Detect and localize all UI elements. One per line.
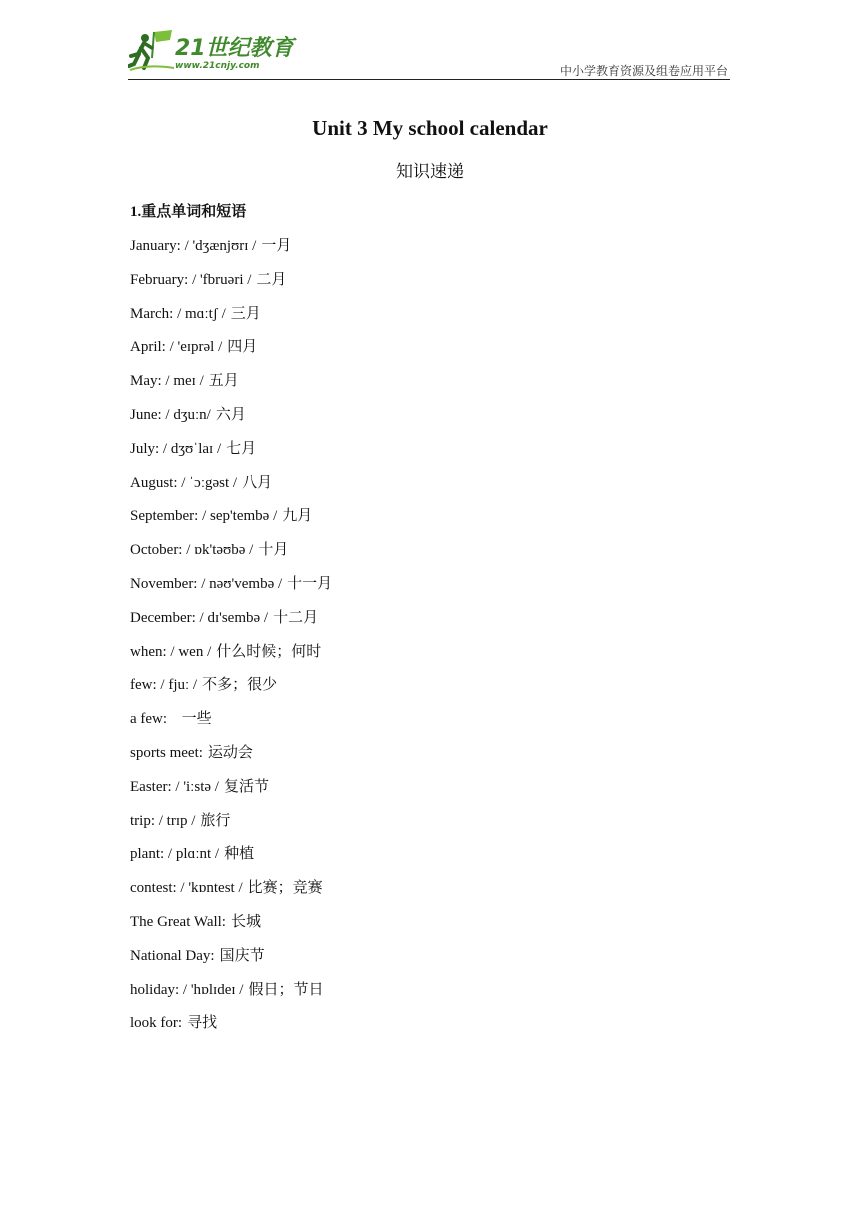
header-divider: [128, 79, 730, 80]
vocab-meaning: 十一月: [287, 573, 333, 592]
list-item: [130, 841, 332, 875]
list-item: [130, 943, 332, 977]
vocab-meaning: 旅行: [200, 810, 231, 829]
list-item: [130, 672, 332, 706]
vocab-term: December: / dɪ'sembə /: [130, 609, 269, 626]
list-item: [130, 503, 332, 537]
vocab-term: trip: / trɪp /: [130, 812, 196, 829]
list-item: [130, 706, 332, 740]
vocab-term: April: / 'eɪprəl /: [130, 339, 223, 356]
vocab-term: September: / sep'tembə /: [130, 508, 278, 525]
vocab-term: August: / ˈɔːgəst /: [130, 474, 238, 491]
list-item: [130, 639, 332, 673]
list-item: [130, 605, 332, 639]
vocab-meaning: 复活节: [223, 776, 269, 795]
vocab-meaning: 长城: [230, 911, 261, 930]
section-heading-text: 重点单词和短语: [141, 202, 247, 220]
vocab-meaning: 三月: [230, 303, 261, 322]
vocab-meaning: 二月: [256, 269, 287, 288]
list-item: [130, 334, 332, 368]
vocab-meaning: 五月: [208, 371, 239, 390]
section-number: 1.: [130, 204, 142, 220]
list-item: [130, 267, 332, 301]
list-item: [130, 977, 332, 1011]
vocab-term: January: / 'dʒænjʊrɪ /: [130, 238, 257, 254]
logo-text: 21世纪教育: [175, 36, 294, 61]
vocab-term: contest: / 'kɒntest /: [130, 880, 243, 897]
vocab-term: when: / wen /: [130, 643, 212, 660]
vocab-term: May: / meɪ /: [130, 373, 204, 390]
vocab-meaning: 什么时候；何时: [216, 641, 322, 660]
list-item: [130, 740, 332, 774]
list-item: [130, 368, 332, 402]
list-item: [130, 875, 332, 909]
vocab-meaning: 十月: [258, 540, 289, 559]
running-figure-with-flag-icon: [128, 28, 176, 76]
vocab-list: [130, 233, 332, 1044]
list-item: [130, 774, 332, 808]
vocab-meaning: 不多；很少: [202, 675, 278, 694]
vocab-term: Easter: / 'iːstə /: [130, 778, 219, 795]
vocab-meaning: 运动会: [207, 742, 253, 761]
vocab-term: plant: / plɑːnt /: [130, 846, 220, 863]
page-header: [128, 28, 730, 80]
list-item: [130, 909, 332, 943]
platform-name: 中小学教育资源及组卷应用平台: [559, 64, 728, 78]
vocab-meaning: 七月: [226, 438, 257, 457]
vocab-meaning: 一些: [172, 709, 212, 728]
page-subtitle: 知识速递: [396, 162, 464, 182]
vocab-term: National Day:: [130, 947, 215, 964]
vocab-meaning: 一月: [261, 236, 292, 254]
vocab-term: November: / nəʊ'vembə /: [130, 575, 283, 592]
vocab-meaning: 比赛；竞赛: [247, 878, 323, 897]
list-item: [130, 808, 332, 842]
vocab-term: June: / dʒuːn/: [130, 406, 211, 423]
vocab-meaning: 九月: [282, 506, 313, 525]
vocab-meaning: 四月: [227, 337, 258, 356]
section-heading: [130, 200, 246, 223]
vocab-meaning: 种植: [224, 844, 255, 863]
vocab-meaning: 假日；节日: [248, 979, 324, 998]
list-item: [130, 436, 332, 470]
vocab-term: few: / fjuː /: [130, 677, 198, 694]
vocab-meaning: 六月: [215, 404, 246, 423]
vocab-term: a few:: [130, 711, 168, 728]
list-item: [130, 571, 332, 605]
vocab-term: look for:: [130, 1015, 183, 1032]
vocab-meaning: 寻找: [187, 1013, 218, 1032]
vocab-term: July: / dʒʊˈlaɪ /: [130, 440, 222, 457]
vocab-term: March: / mɑːtʃ /: [130, 305, 226, 322]
logo: [128, 28, 298, 78]
vocab-meaning: 国庆节: [219, 945, 265, 964]
vocab-meaning: 十二月: [273, 607, 319, 626]
vocab-term: February: / 'fbruəri /: [130, 271, 252, 288]
page-title: Unit 3 My school calendar: [312, 116, 548, 140]
list-item: [130, 1010, 332, 1044]
list-item: [130, 402, 332, 436]
vocab-term: sports meet:: [130, 744, 203, 761]
vocab-meaning: 八月: [242, 472, 273, 491]
vocab-term: holiday: / 'hɒlɪdeɪ /: [130, 981, 244, 998]
list-item: [130, 233, 332, 267]
logo-url: www.21cnjy.com: [175, 61, 260, 71]
list-item: [130, 470, 332, 504]
vocab-term: October: / ɒk'təʊbə /: [130, 542, 254, 559]
vocab-term: The Great Wall:: [130, 913, 226, 930]
list-item: [130, 301, 332, 335]
list-item: [130, 537, 332, 571]
